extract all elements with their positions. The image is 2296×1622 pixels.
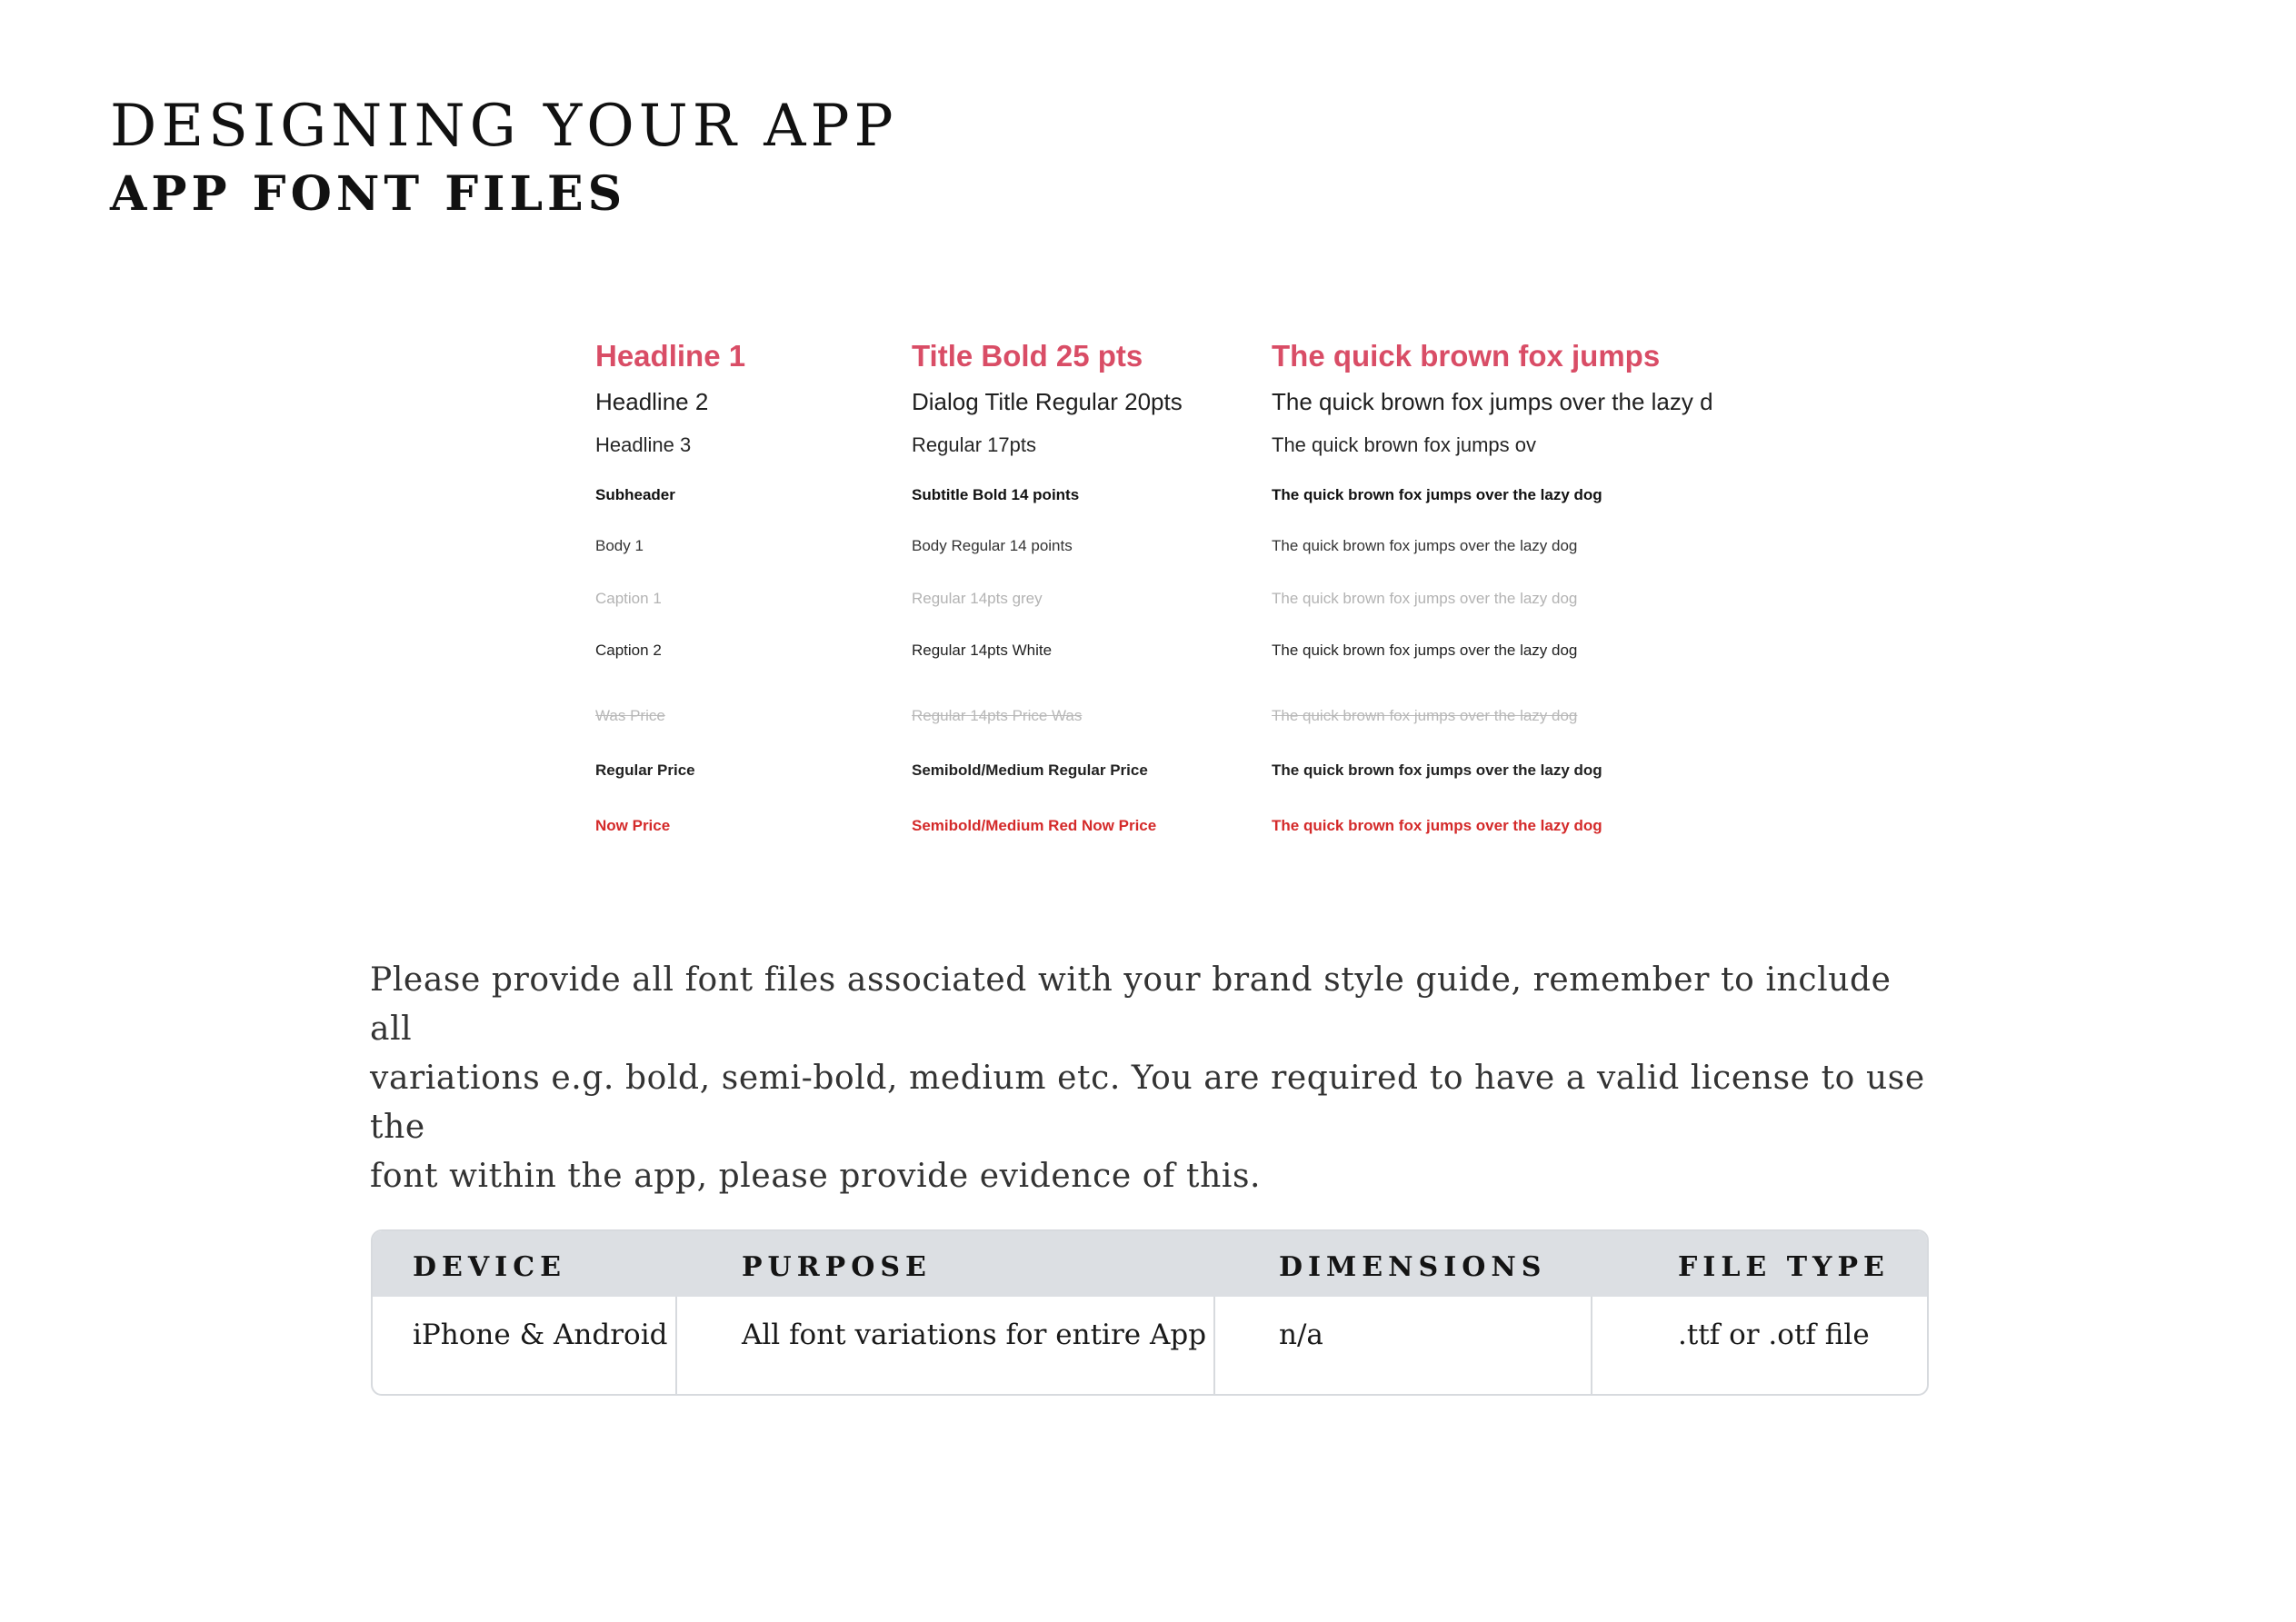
specimen-sample: The quick brown fox jumps over the lazy dog	[1272, 817, 1602, 834]
page-subtitle: APP FONT FILES	[110, 166, 627, 222]
specimen-spec: Subtitle Bold 14 points	[912, 486, 1080, 503]
specimen-style-name: Headline 2	[595, 388, 709, 415]
specimen-style-name: Was Price	[595, 707, 665, 724]
specimen-style-name: Now Price	[595, 817, 671, 834]
specimen-row	[595, 817, 1722, 853]
specimen-sample: The quick brown fox jumps over the lazy dog	[1272, 642, 1578, 659]
cell-purpose: All font variations for entire App	[742, 1318, 1207, 1351]
specimen-spec: Semibold/Medium Red Now Price	[912, 817, 1157, 834]
paragraph-line: font within the app, please provide evidence of this.	[370, 1158, 1262, 1195]
cell-file-type: .ttf or .otf file	[1678, 1318, 1870, 1351]
header-file-type: FILE TYPE	[1678, 1251, 1890, 1283]
specimen-spec: Semibold/Medium Regular Price	[912, 761, 1148, 779]
specimen-sample: The quick brown fox jumps over the lazy dog	[1272, 590, 1578, 607]
header-dimensions: DIMENSIONS	[1279, 1251, 1547, 1283]
specimen-sample: The quick brown fox jumps over the lazy dog	[1272, 537, 1578, 554]
specimen-row	[595, 537, 1722, 573]
specimen-row	[595, 642, 1722, 678]
specimen-row	[595, 707, 1722, 743]
instructions-paragraph	[370, 956, 1933, 1201]
paragraph-line: variations e.g. bold, semi-bold, medium etc. You are required to have a valid license to use the	[370, 1060, 1925, 1146]
specimen-sample: The quick brown fox jumps over the lazy dog	[1272, 761, 1602, 779]
specimen-row	[595, 590, 1722, 626]
specimen-row	[595, 486, 1722, 522]
specimen-row	[595, 388, 1722, 424]
specimen-style-name: Caption 1	[595, 590, 662, 607]
specimen-style-name: Subheader	[595, 486, 675, 503]
specimen-spec: Dialog Title Regular 20pts	[912, 388, 1183, 415]
specimen-style-name: Headline 3	[595, 433, 692, 456]
column-divider	[1591, 1297, 1592, 1396]
specimen-sample: The quick brown fox jumps ov	[1272, 433, 1537, 456]
specimen-sample: The quick brown fox jumps	[1272, 339, 1661, 373]
specimen-style-name: Regular Price	[595, 761, 695, 779]
header-device: DEVICE	[413, 1251, 566, 1283]
cell-dimensions: n/a	[1279, 1318, 1323, 1351]
specimen-sample: The quick brown fox jumps over the lazy dog	[1272, 707, 1578, 724]
specimen-style-name: Headline 1	[595, 339, 746, 373]
specimen-spec: Regular 14pts Price Was	[912, 707, 1083, 724]
specimen-style-name: Body 1	[595, 537, 644, 554]
page-title: DESIGNING YOUR APP	[110, 93, 898, 160]
specimen-sample: The quick brown fox jumps over the lazy dog	[1272, 486, 1602, 503]
specimen-sample: The quick brown fox jumps over the lazy d	[1272, 388, 1713, 415]
specimen-spec: Title Bold 25 pts	[912, 339, 1143, 373]
column-divider	[675, 1297, 677, 1396]
specimen-spec: Regular 14pts grey	[912, 590, 1043, 607]
table-header-row	[373, 1231, 1927, 1297]
specimen-spec: Regular 17pts	[912, 433, 1036, 456]
type-specimen	[595, 336, 1722, 863]
font-files-table	[371, 1229, 1929, 1396]
header-purpose: PURPOSE	[742, 1251, 932, 1283]
cell-device: iPhone & Android	[413, 1318, 668, 1351]
specimen-spec: Regular 14pts White	[912, 642, 1053, 659]
specimen-style-name: Caption 2	[595, 642, 662, 659]
specimen-spec: Body Regular 14 points	[912, 537, 1073, 554]
specimen-row	[595, 433, 1722, 470]
column-divider	[1213, 1297, 1215, 1396]
paragraph-line: Please provide all font files associated with your brand style guide, remember to include all	[370, 961, 1892, 1048]
specimen-row	[595, 339, 1722, 375]
specimen-row	[595, 761, 1722, 798]
